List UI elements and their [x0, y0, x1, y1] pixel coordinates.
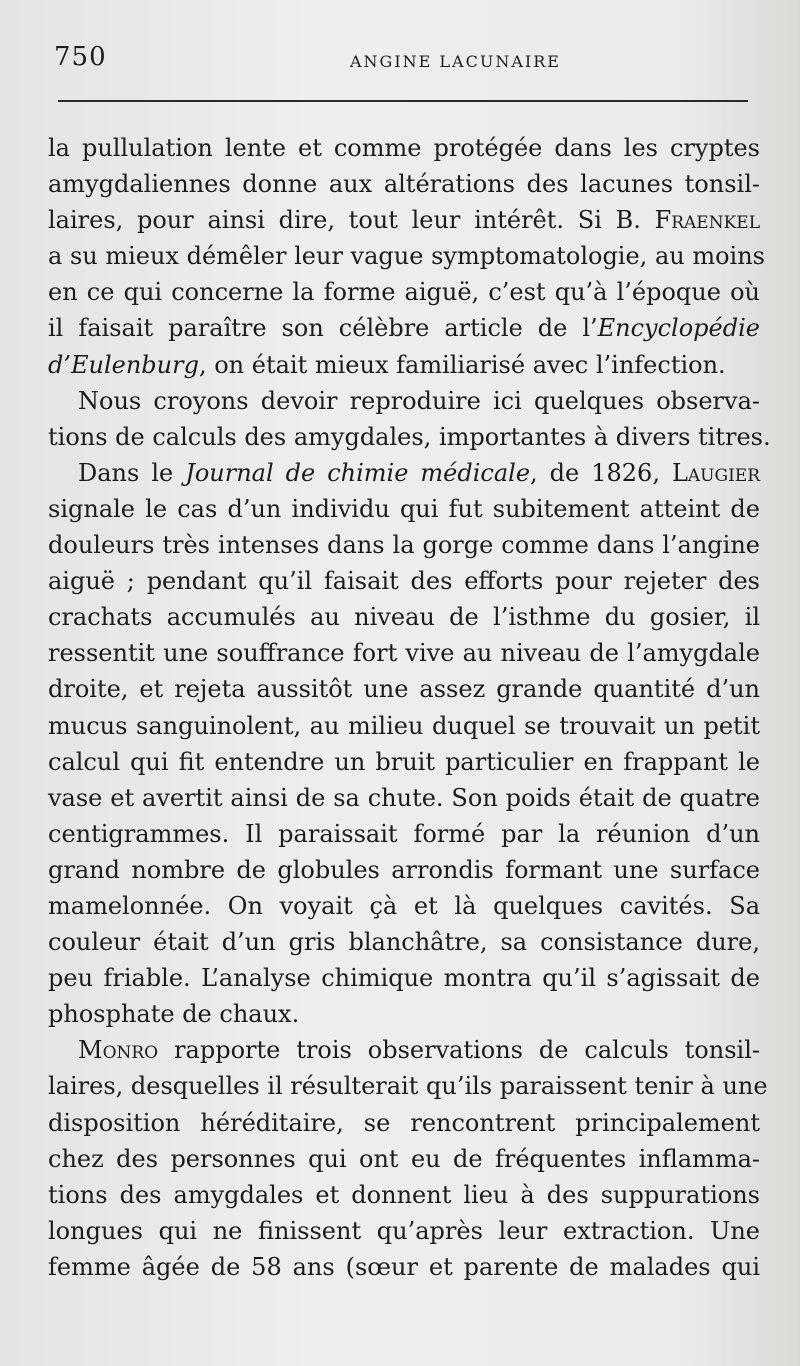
text-line: [48, 780, 760, 816]
text-segment: tions des amygdales et donnent lieu à des suppurations: [48, 1180, 760, 1209]
header-rule: [58, 100, 748, 102]
text-segment: Nous croyons devoir reproduire ici quelques observa-: [78, 386, 760, 415]
text-line: [48, 274, 760, 310]
text-segment: la pullulation lente et comme protégée dans les cryptes: [48, 134, 760, 162]
text-segment: crachats accumulés au niveau de l’isthme du gosier, il: [48, 603, 760, 632]
text-line: [48, 383, 760, 419]
text-segment: signale le cas d’un individu qui fut subitement atteint de: [48, 494, 760, 523]
text-line: [48, 1213, 760, 1249]
text-line: [48, 996, 760, 1032]
text-line: [48, 563, 760, 599]
text-line: [48, 166, 760, 202]
text-segment: tions de calculs des amygdales, importantes à divers titres.: [48, 422, 771, 451]
text-segment: disposition héréditaire, se rencontrent principalement: [48, 1108, 760, 1137]
text-segment: aiguë ; pendant qu’il faisait des efforts pour rejeter des: [48, 567, 760, 596]
text-line: [48, 1141, 760, 1177]
text-line: [48, 1177, 760, 1213]
text-segment: en ce qui concerne la forme aiguë, c’est qu’à l’époque où: [48, 278, 760, 307]
text-segment: laires, pour ainsi dire, tout leur intérêt. Si B.: [48, 206, 655, 235]
text-line: [48, 960, 760, 996]
text-segment: vase et avertit ainsi de sa chute. Son poids était de quatre: [48, 783, 760, 812]
text-line: [48, 1249, 760, 1285]
text-line: [48, 310, 760, 346]
text-line: [48, 671, 760, 707]
text-line: [48, 1032, 760, 1068]
text-segment: rapporte trois observations de calculs tonsil-: [158, 1036, 760, 1065]
text-segment: calcul qui fit entendre un bruit particulier en frappant le: [48, 747, 760, 776]
text-line: [48, 816, 760, 852]
italic-text: Encyclopédie: [597, 314, 760, 343]
author-name: Laugier: [671, 458, 760, 487]
text-segment: , de 1826,: [530, 458, 672, 487]
text-segment: phosphate de chaux.: [48, 1000, 300, 1029]
text-segment: il faisait paraître son célèbre article de l’: [48, 314, 598, 343]
text-line: [48, 708, 760, 744]
text-segment: a su mieux démêler leur vague symptomatologie, au moins: [48, 242, 765, 271]
text-line: [48, 744, 760, 780]
text-line: [48, 238, 765, 274]
text-line: [48, 455, 760, 491]
text-line: [48, 599, 760, 635]
text-line: [48, 202, 760, 238]
body-text: [48, 130, 771, 1285]
text-line: [48, 924, 760, 960]
text-line: [48, 491, 760, 527]
text-segment: Dans le: [78, 458, 186, 487]
text-line: [48, 1105, 760, 1141]
text-line: [48, 527, 760, 563]
text-segment: mamelonnée. On voyait çà et là quelques cavités. Sa: [48, 891, 760, 920]
author-name: Fraenkel: [654, 206, 760, 235]
text-segment: mucus sanguinolent, au milieu duquel se trouvait un petit: [48, 711, 760, 740]
text-line: [48, 635, 760, 671]
text-segment: centigrammes. Il paraissait formé par la réunion d’un: [48, 819, 760, 848]
text-line: [48, 888, 760, 924]
text-segment: couleur était d’un gris blanchâtre, sa consistance dure,: [48, 928, 760, 957]
page-header: [50, 42, 752, 82]
text-segment: grand nombre de globules arrondis formant une surface: [48, 855, 760, 884]
italic-text: Journal de chimie médicale: [185, 458, 531, 487]
author-name: Monro: [78, 1036, 159, 1065]
italic-text: d’Eulenburg: [48, 350, 199, 379]
text-segment: , on était mieux familiarisé avec l’infection.: [198, 350, 726, 379]
text-segment: douleurs très intenses dans la gorge comme dans l’angine: [48, 531, 760, 560]
text-segment: laires, desquelles il résulterait qu’ils paraissent tenir à une: [48, 1072, 768, 1101]
text-segment: peu friable. L’analyse chimique montra qu’il s’agissait de: [48, 964, 760, 993]
page-number: 750: [54, 42, 107, 72]
text-line: [48, 419, 771, 455]
text-segment: ressentit une souffrance fort vive au niveau de l’amygdale: [48, 639, 760, 668]
text-segment: femme âgée de 58 ans (sœur et parente de malades qui: [48, 1252, 760, 1281]
text-line: [48, 1068, 768, 1104]
text-line: [48, 852, 760, 888]
text-segment: amygdaliennes donne aux altérations des lacunes tonsil-: [48, 170, 760, 199]
running-title: ANGINE LACUNAIRE: [350, 52, 561, 71]
text-line: [48, 130, 760, 166]
text-segment: longues qui ne finissent qu’après leur extraction. Une: [48, 1216, 760, 1245]
text-segment: droite, et rejeta aussitôt une assez grande quantité d’un: [48, 675, 760, 704]
text-line: [48, 347, 760, 383]
text-segment: chez des personnes qui ont eu de fréquentes inflamma-: [48, 1144, 760, 1173]
